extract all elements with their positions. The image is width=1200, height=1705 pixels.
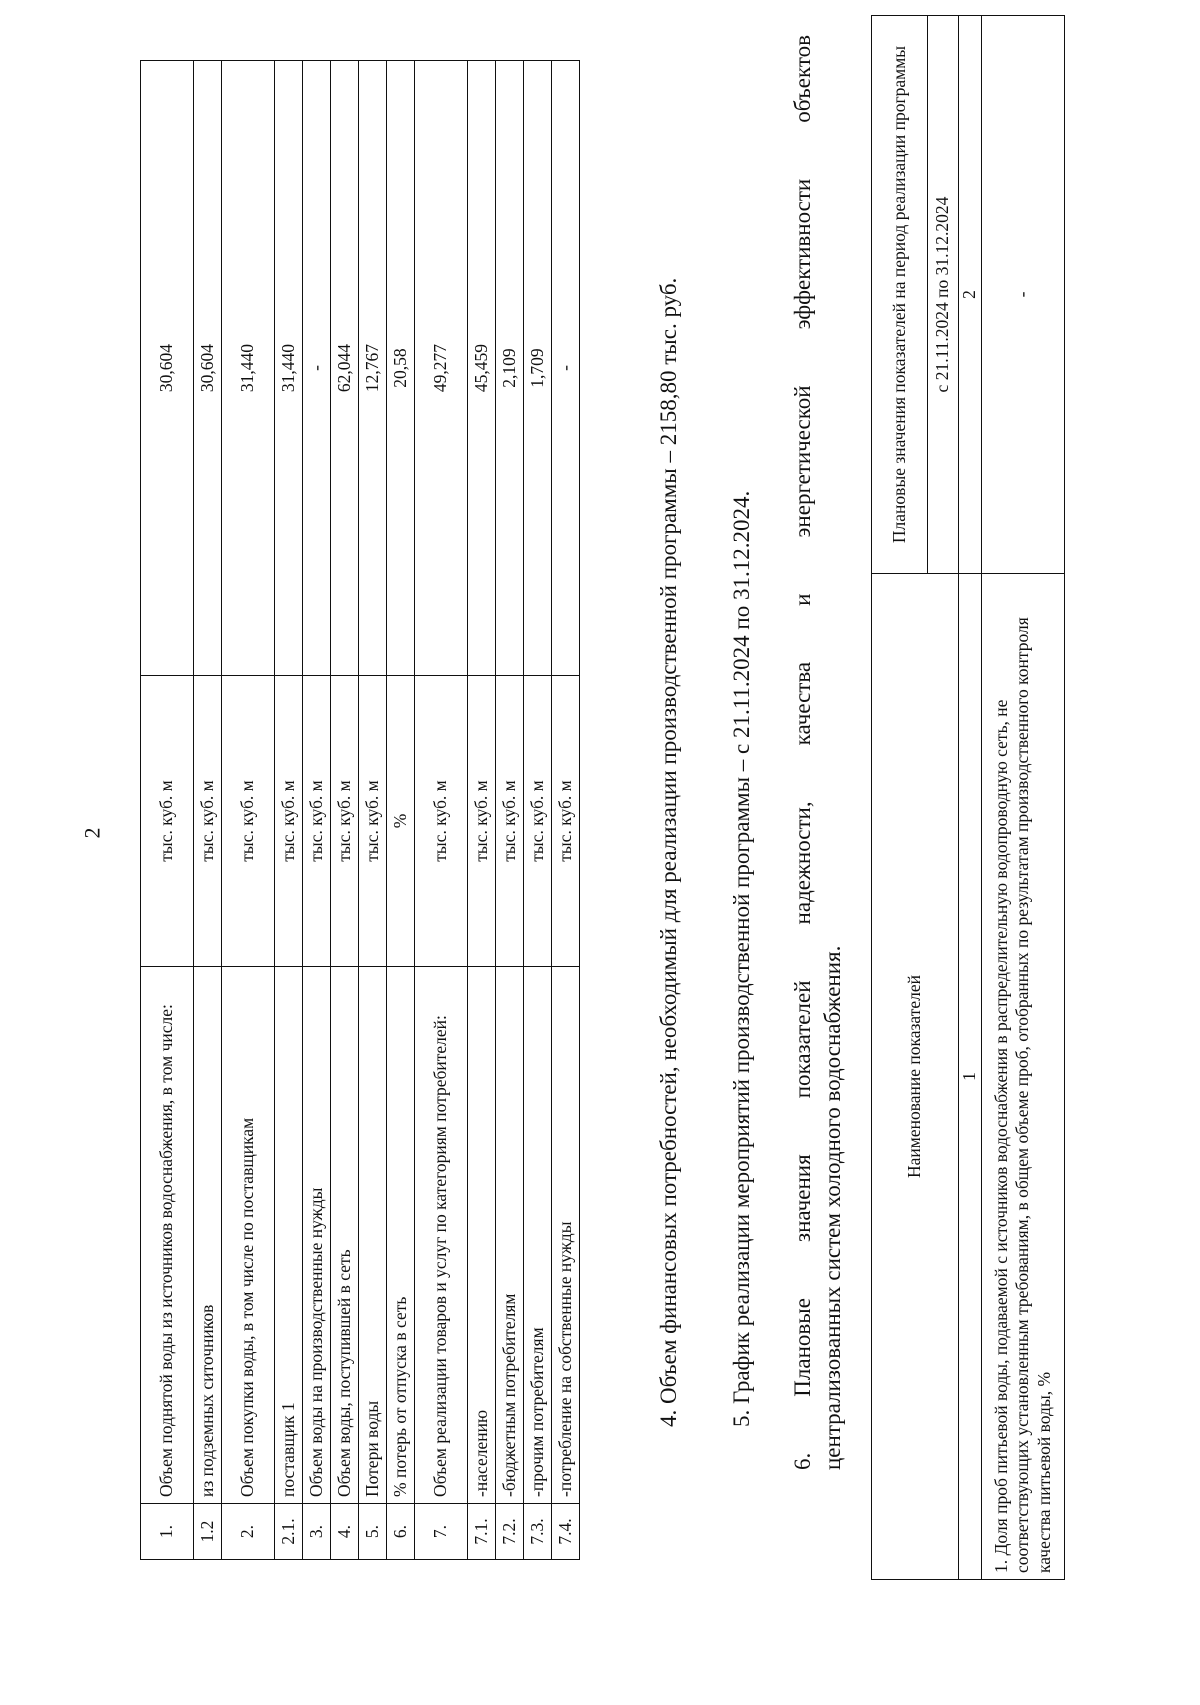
row-value: 49,277: [415, 61, 468, 676]
table-row: [496, 61, 524, 1560]
table-row: [552, 61, 580, 1560]
row-unit: тыс. куб. м: [524, 676, 552, 967]
row-name: -населению: [468, 967, 496, 1504]
indicator-col-number-1: 1: [959, 574, 982, 1580]
row-unit: тыс. куб. м: [222, 676, 275, 967]
row-number: 1.2: [194, 1504, 222, 1560]
paragraph-financial-needs: 4. Объем финансовых потребностей, необходимый для реализации производственной программы – 2158,80 тыс. руб.: [656, 277, 681, 1427]
row-name: Объем покупки воды, в том числе по поставщикам: [222, 967, 275, 1504]
table-row: [275, 61, 303, 1560]
row-name: -прочим потребителям: [524, 967, 552, 1504]
row-value: 1,709: [524, 61, 552, 676]
row-unit: тыс. куб. м: [415, 676, 468, 967]
indicator-row-value: -: [982, 16, 1065, 574]
row-value: 2,109: [496, 61, 524, 676]
row-unit: тыс. куб. м: [359, 676, 387, 967]
paragraph-schedule: 5. График реализации мероприятий производственной программы – с 21.11.2024 по 31.12.2024.: [729, 490, 754, 1427]
row-value: 31,440: [222, 61, 275, 676]
row-number: 6.: [387, 1504, 415, 1560]
row-name: из подземных ситочников: [194, 967, 222, 1504]
row-unit: тыс. куб. м: [552, 676, 580, 967]
row-unit: тыс. куб. м: [275, 676, 303, 967]
table-row: [303, 61, 331, 1560]
indicator-header-period: с 21.11.2024 по 31.12.2024: [928, 16, 959, 574]
table-row: [387, 61, 415, 1560]
table-row: [524, 61, 552, 1560]
indicator-header-name: Наименование показателей: [872, 574, 959, 1580]
row-number: 7.: [415, 1504, 468, 1560]
row-name: поставщик 1: [275, 967, 303, 1504]
row-number: 1.: [141, 1504, 194, 1560]
table-row: [141, 61, 194, 1560]
indicator-col-number-2: 2: [959, 16, 982, 574]
page-number: 2: [79, 827, 105, 839]
row-value: 31,440: [275, 61, 303, 676]
row-number: 2.: [222, 1504, 275, 1560]
table-row: [415, 61, 468, 1560]
row-number: 5.: [359, 1504, 387, 1560]
row-name: Потери воды: [359, 967, 387, 1504]
row-name: Объем воды на производственные нужды: [303, 967, 331, 1504]
row-number: 7.3.: [524, 1504, 552, 1560]
row-number: 3.: [303, 1504, 331, 1560]
row-unit: тыс. куб. м: [194, 676, 222, 967]
row-unit: тыс. куб. м: [141, 676, 194, 967]
row-number: 7.1.: [468, 1504, 496, 1560]
row-name: -потребление на собственные нужды: [552, 967, 580, 1504]
indicator-row-name: 1. Доля проб питьевой воды, подаваемой с источников водоснабжения в распределительную водопроводную сеть, не соответствующих установленным требованиям, в общем объеме проб, отобранных по результатам производственного контроля качества питьевой воды, %: [982, 574, 1065, 1580]
table-row: [194, 61, 222, 1560]
paragraph-planned-indicators-line2: централизованных систем холодного водоснабжения.: [819, 945, 845, 1470]
water-balance-table: [140, 60, 580, 1560]
paragraph-planned-indicators-line1: 6. Плановые значения показателей надежности, качества и энергетической эффективности объектов: [790, 35, 815, 1470]
row-unit: тыс. куб. м: [303, 676, 331, 967]
row-number: 7.4.: [552, 1504, 580, 1560]
row-value: 12,767: [359, 61, 387, 676]
row-unit: тыс. куб. м: [331, 676, 359, 967]
paragraph-planned-indicators: [788, 35, 848, 1470]
row-unit: %: [387, 676, 415, 967]
row-value: 30,604: [141, 61, 194, 676]
row-number: 4.: [331, 1504, 359, 1560]
row-name: Объем поднятой воды из источников водоснабжения, в том числе:: [141, 967, 194, 1504]
table-row: [331, 61, 359, 1560]
row-value: -: [552, 61, 580, 676]
table-row: [222, 61, 275, 1560]
row-value: 62,044: [331, 61, 359, 676]
row-name: Объем реализации товаров и услуг по категориям потребителей:: [415, 967, 468, 1504]
row-unit: тыс. куб. м: [468, 676, 496, 967]
indicator-header-plan: Плановые значения показателей на период реализации программы: [872, 16, 928, 574]
row-number: 2.1.: [275, 1504, 303, 1560]
row-name: % потерь от отпуска в сеть: [387, 967, 415, 1504]
table-row: [359, 61, 387, 1560]
row-value: 30,604: [194, 61, 222, 676]
row-value: -: [303, 61, 331, 676]
table-row: [468, 61, 496, 1560]
row-value: 20,58: [387, 61, 415, 676]
row-unit: тыс. куб. м: [496, 676, 524, 967]
row-value: 45,459: [468, 61, 496, 676]
row-name: -бюджетным потребителям: [496, 967, 524, 1504]
row-number: 7.2.: [496, 1504, 524, 1560]
indicator-table: [871, 15, 1065, 1580]
row-name: Объем воды, поступившей в сеть: [331, 967, 359, 1504]
